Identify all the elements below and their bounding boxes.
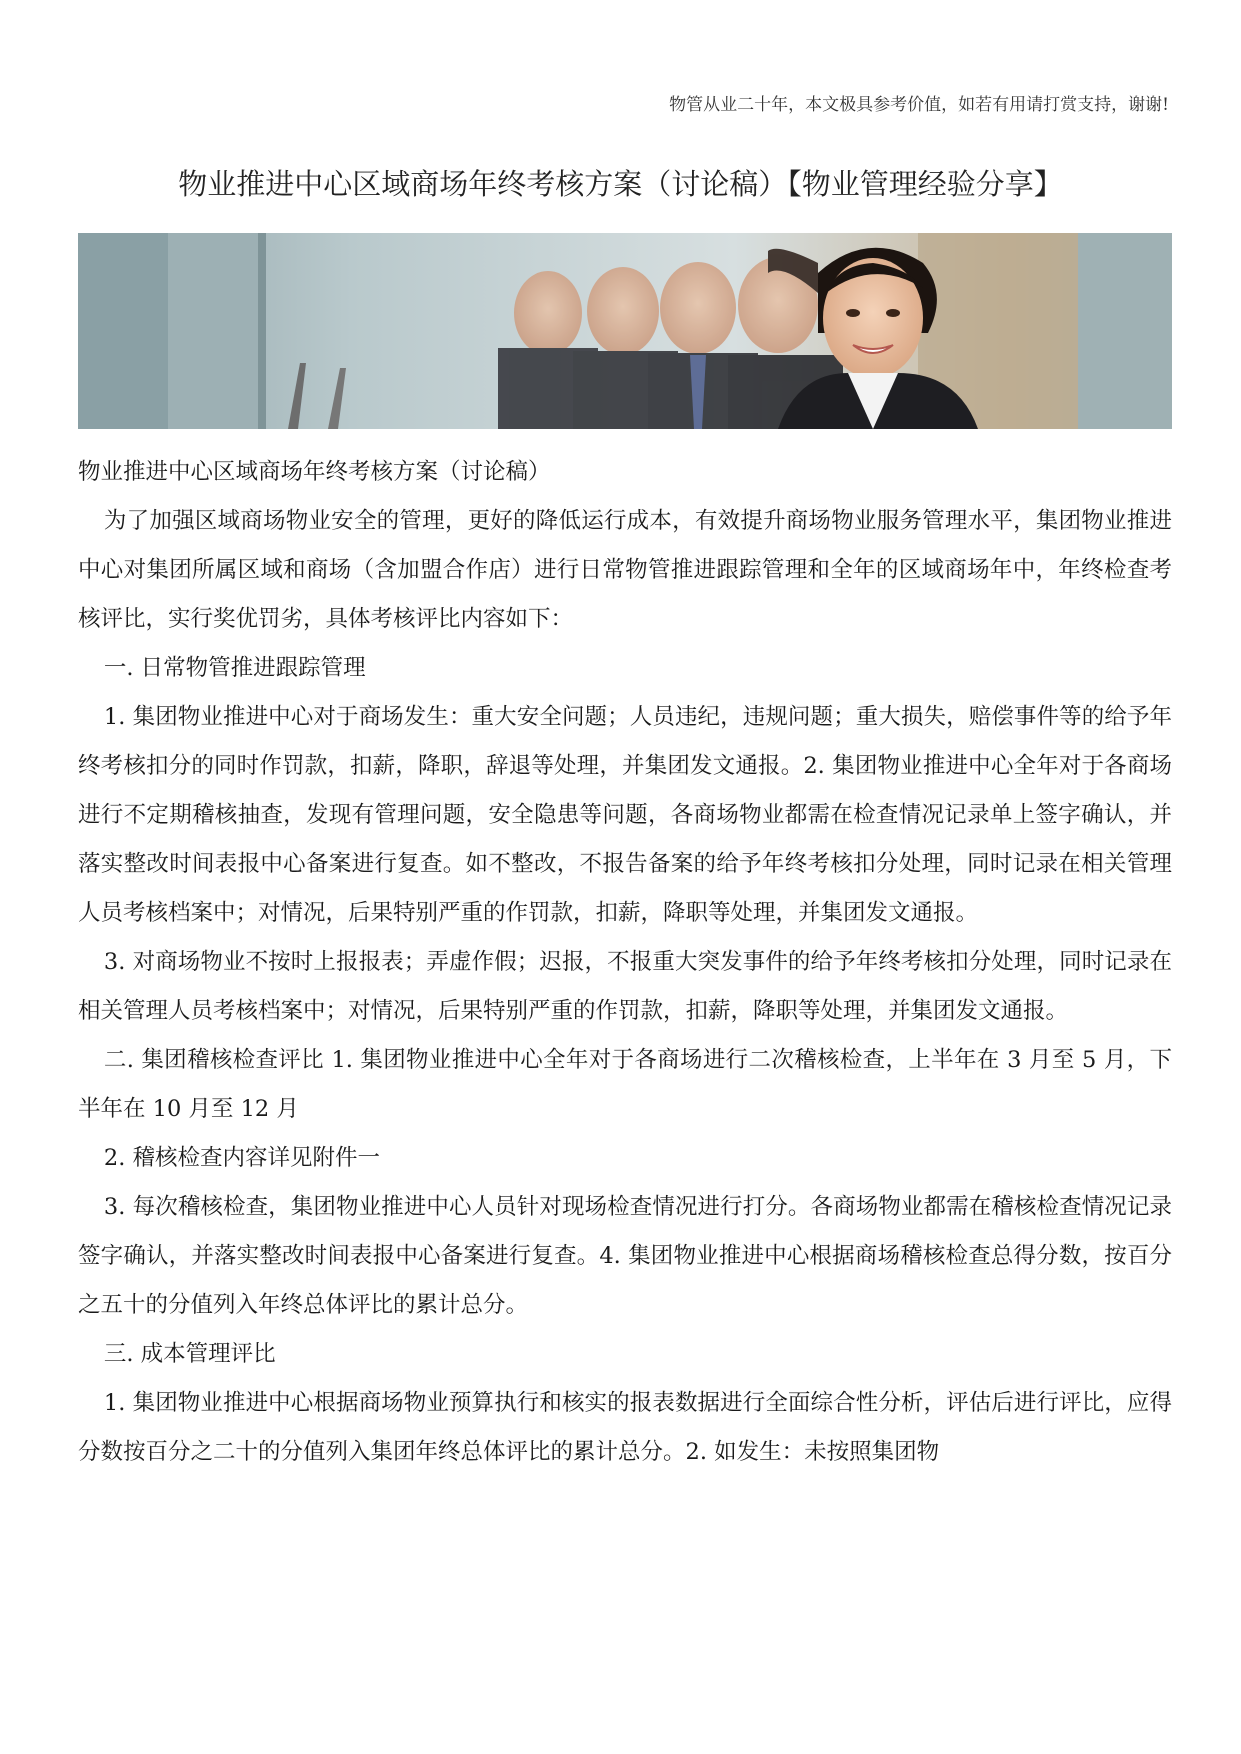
- document-body: [78, 448, 1172, 1477]
- header-note: 物管从业二十年，本文极具参考价值，如若有用请打赏支持，谢谢!: [669, 95, 1169, 115]
- banner-image: [78, 233, 1172, 429]
- paragraph: 1. 集团物业推进中心对于商场发生：重大安全问题；人员违纪，违规问题；重大损失，赔偿事件等的给予年终考核扣分的同时作罚款，扣薪，降职，辞退等处理，并集团发文通报。2. 集团物业推进中心全年对于各商场进行不定期稽核抽查，发现有管理问题，安全隐患等问题，各商场物业都需在检查情况记录单上签字确认，并落实整改时间表报中心备案进行复查。如不整改，不报告备案的给予年终考核扣分处理，同时记录在相关管理人员考核档案中；对情况，后果特别严重的作罚款，扣薪，降职等处理，并集团发文通报。: [78, 704, 1172, 926]
- business-team-photo-icon: [78, 233, 1172, 429]
- paragraph: 为了加强区域商场物业安全的管理，更好的降低运行成本，有效提升商场物业服务管理水平，集团物业推进中心对集团所属区域和商场（含加盟合作店）进行日常物管推进跟踪管理和全年的区域商场年中，年终检查考核评比，实行奖优罚劣，具体考核评比内容如下：: [78, 508, 1172, 632]
- paragraph: 3. 每次稽核检查，集团物业推进中心人员针对现场检查情况进行打分。各商场物业都需在稽核检查情况记录签字确认，并落实整改时间表报中心备案进行复查。4. 集团物业推进中心根据商场稽核检查总得分数，按百分之五十的分值列入年终总体评比的累计总分。: [78, 1194, 1172, 1318]
- paragraph: 物业推进中心区域商场年终考核方案（讨论稿）: [78, 459, 551, 485]
- paragraph: 1. 集团物业推进中心根据商场物业预算执行和核实的报表数据进行全面综合性分析，评估后进行评比，应得分数按百分之二十的分值列入集团年终总体评比的累计总分。2. 如发生：未按照集团物: [78, 1390, 1172, 1465]
- document-title: 物业推进中心区域商场年终考核方案（讨论稿）【物业管理经验分享】: [178, 167, 1063, 201]
- paragraph: 3. 对商场物业不按时上报报表；弄虚作假；迟报，不报重大突发事件的给予年终考核扣分处理，同时记录在相关管理人员考核档案中；对情况，后果特别严重的作罚款，扣薪，降职等处理，并集团发文通报。: [78, 949, 1172, 1024]
- section-heading: 三. 成本管理评比: [103, 1341, 276, 1367]
- paragraph: 2. 稽核检查内容详见附件一: [103, 1145, 380, 1171]
- section-heading: 一. 日常物管推进跟踪管理: [103, 655, 366, 681]
- paragraph: 二. 集团稽核检查评比 1. 集团物业推进中心全年对于各商场进行二次稽核检查，上半年在 3 月至 5 月，下半年在 10 月至 12 月: [78, 1047, 1172, 1122]
